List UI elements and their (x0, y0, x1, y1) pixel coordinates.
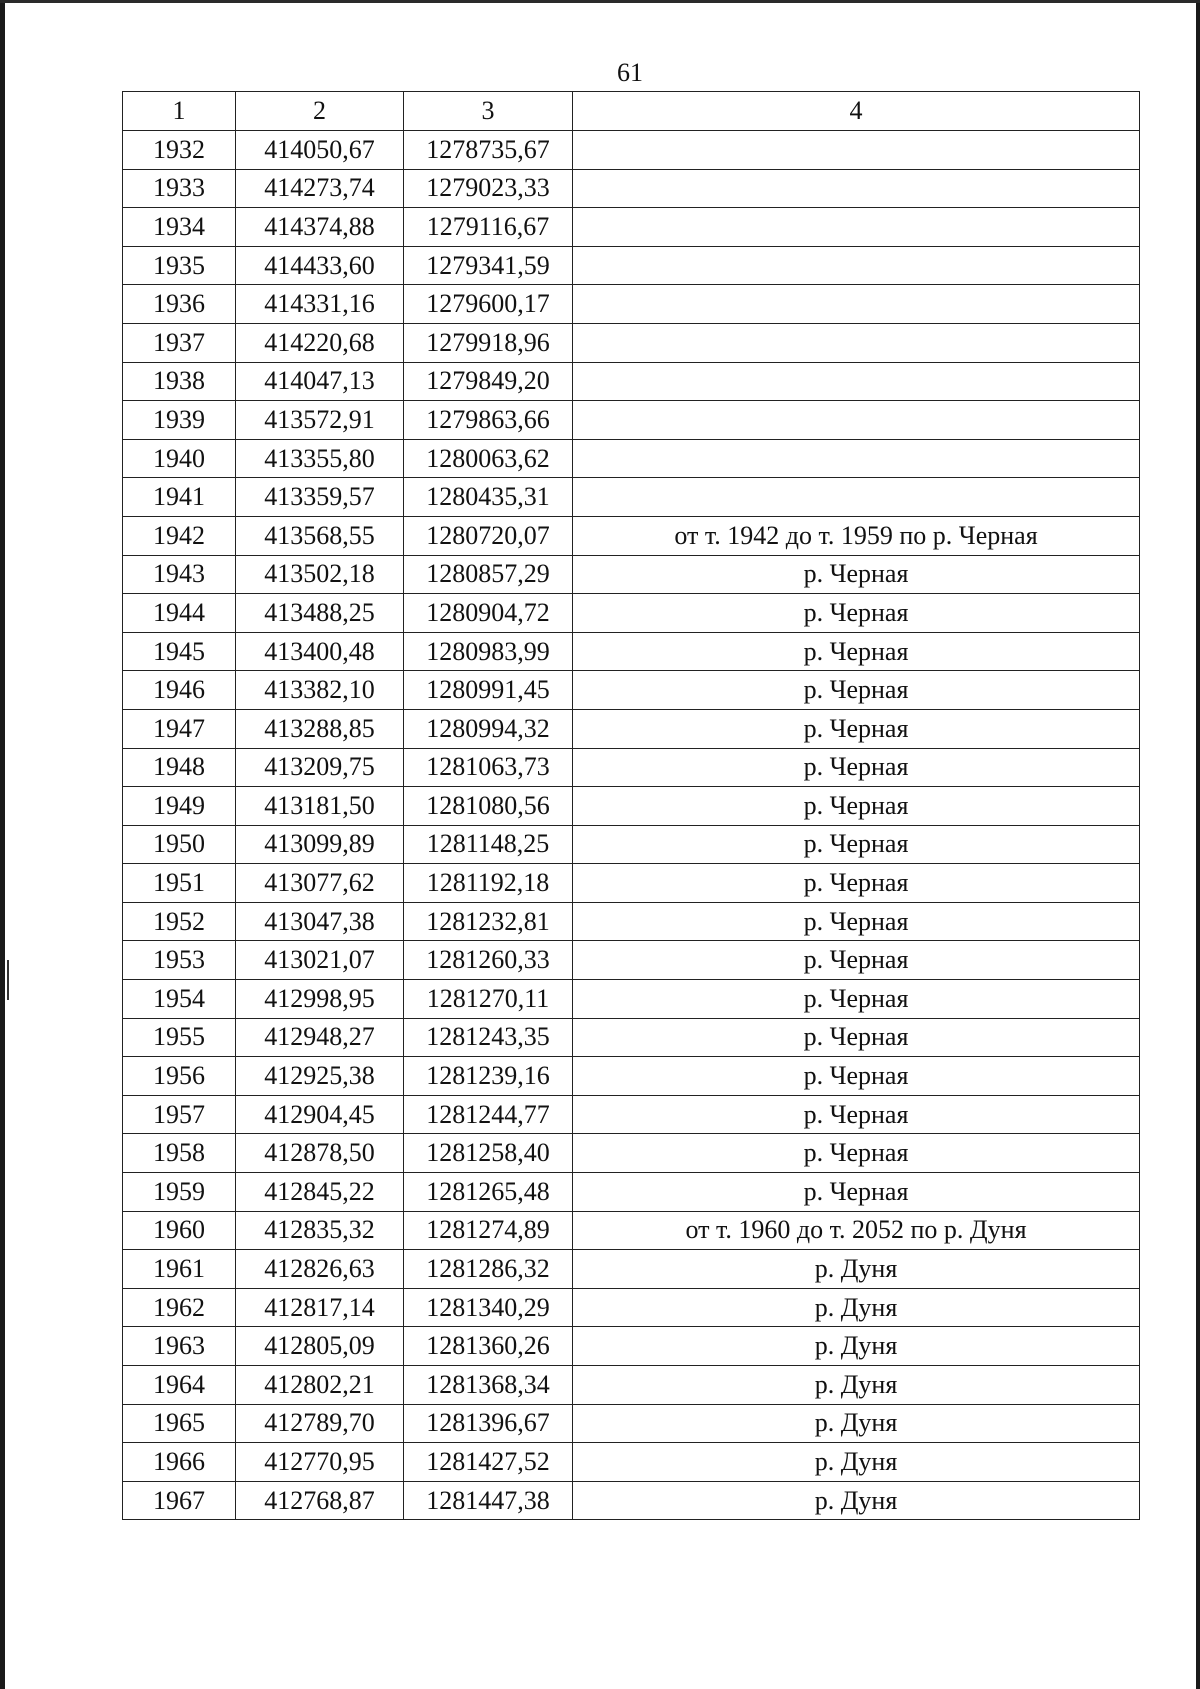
point-number-cell: 1945 (123, 632, 236, 671)
description-cell: р. Черная (573, 1134, 1140, 1173)
table-row (123, 1404, 1140, 1443)
description-cell: р. Дуня (573, 1443, 1140, 1482)
description-cell (573, 478, 1140, 517)
x-coordinate-cell: 414050,67 (236, 131, 404, 170)
y-coordinate-cell: 1279116,67 (404, 208, 573, 247)
y-coordinate-cell: 1280435,31 (404, 478, 573, 517)
point-number-cell: 1940 (123, 439, 236, 478)
description-cell: р. Черная (573, 787, 1140, 826)
table-row (123, 1211, 1140, 1250)
y-coordinate-cell: 1281340,29 (404, 1288, 573, 1327)
x-coordinate-cell: 412904,45 (236, 1095, 404, 1134)
point-number-cell: 1964 (123, 1366, 236, 1405)
scan-border-top (0, 0, 1200, 3)
x-coordinate-cell: 413021,07 (236, 941, 404, 980)
description-cell (573, 169, 1140, 208)
description-cell: р. Дуня (573, 1404, 1140, 1443)
x-coordinate-cell: 414433,60 (236, 246, 404, 285)
table-row (123, 246, 1140, 285)
table-row (123, 825, 1140, 864)
point-number-cell: 1943 (123, 555, 236, 594)
column-header-3: 3 (404, 92, 573, 131)
table-row (123, 131, 1140, 170)
table-row (123, 1327, 1140, 1366)
description-cell: р. Черная (573, 825, 1140, 864)
point-number-cell: 1965 (123, 1404, 236, 1443)
y-coordinate-cell: 1279918,96 (404, 323, 573, 362)
x-coordinate-cell: 414047,13 (236, 362, 404, 401)
description-cell: р. Дуня (573, 1250, 1140, 1289)
point-number-cell: 1949 (123, 787, 236, 826)
x-coordinate-cell: 413077,62 (236, 864, 404, 903)
point-number-cell: 1962 (123, 1288, 236, 1327)
description-cell (573, 246, 1140, 285)
table-row (123, 1057, 1140, 1096)
scan-mark (7, 960, 9, 1000)
point-number-cell: 1963 (123, 1327, 236, 1366)
table-row (123, 169, 1140, 208)
table-row (123, 362, 1140, 401)
column-header-2: 2 (236, 92, 404, 131)
y-coordinate-cell: 1281192,18 (404, 864, 573, 903)
y-coordinate-cell: 1281274,89 (404, 1211, 573, 1250)
table-row (123, 709, 1140, 748)
y-coordinate-cell: 1281265,48 (404, 1173, 573, 1212)
point-number-cell: 1957 (123, 1095, 236, 1134)
point-number-cell: 1961 (123, 1250, 236, 1289)
point-number-cell: 1942 (123, 516, 236, 555)
description-cell: р. Черная (573, 748, 1140, 787)
y-coordinate-cell: 1279023,33 (404, 169, 573, 208)
description-cell: р. Черная (573, 864, 1140, 903)
y-coordinate-cell: 1280720,07 (404, 516, 573, 555)
x-coordinate-cell: 412805,09 (236, 1327, 404, 1366)
page-number: 61 (617, 58, 643, 87)
description-cell: р. Черная (573, 1018, 1140, 1057)
x-coordinate-cell: 412878,50 (236, 1134, 404, 1173)
y-coordinate-cell: 1280983,99 (404, 632, 573, 671)
table-row (123, 1095, 1140, 1134)
description-cell: р. Дуня (573, 1366, 1140, 1405)
description-cell: от т. 1960 до т. 2052 по р. Дуня (573, 1211, 1140, 1250)
x-coordinate-cell: 413047,38 (236, 902, 404, 941)
description-cell: р. Черная (573, 632, 1140, 671)
x-coordinate-cell: 414331,16 (236, 285, 404, 324)
scan-border-left (0, 0, 5, 1689)
table-row (123, 671, 1140, 710)
description-cell: р. Черная (573, 1095, 1140, 1134)
x-coordinate-cell: 414273,74 (236, 169, 404, 208)
table-header-row (123, 92, 1140, 131)
x-coordinate-cell: 412948,27 (236, 1018, 404, 1057)
x-coordinate-cell: 412768,87 (236, 1481, 404, 1520)
point-number-cell: 1955 (123, 1018, 236, 1057)
table-row (123, 555, 1140, 594)
y-coordinate-cell: 1281368,34 (404, 1366, 573, 1405)
y-coordinate-cell: 1280994,32 (404, 709, 573, 748)
y-coordinate-cell: 1280063,62 (404, 439, 573, 478)
description-cell: от т. 1942 до т. 1959 по р. Черная (573, 516, 1140, 555)
x-coordinate-cell: 413488,25 (236, 594, 404, 633)
point-number-cell: 1960 (123, 1211, 236, 1250)
point-number-cell: 1956 (123, 1057, 236, 1096)
point-number-cell: 1932 (123, 131, 236, 170)
coordinates-table (122, 91, 1140, 1520)
x-coordinate-cell: 413572,91 (236, 401, 404, 440)
point-number-cell: 1967 (123, 1481, 236, 1520)
y-coordinate-cell: 1281148,25 (404, 825, 573, 864)
table-row (123, 748, 1140, 787)
description-cell (573, 439, 1140, 478)
table-row (123, 980, 1140, 1019)
table-row (123, 285, 1140, 324)
x-coordinate-cell: 413355,80 (236, 439, 404, 478)
y-coordinate-cell: 1281063,73 (404, 748, 573, 787)
table-row (123, 516, 1140, 555)
description-cell: р. Дуня (573, 1327, 1140, 1366)
description-cell: р. Дуня (573, 1288, 1140, 1327)
y-coordinate-cell: 1281427,52 (404, 1443, 573, 1482)
y-coordinate-cell: 1279600,17 (404, 285, 573, 324)
point-number-cell: 1954 (123, 980, 236, 1019)
point-number-cell: 1934 (123, 208, 236, 247)
table-row (123, 1366, 1140, 1405)
point-number-cell: 1944 (123, 594, 236, 633)
y-coordinate-cell: 1281258,40 (404, 1134, 573, 1173)
point-number-cell: 1947 (123, 709, 236, 748)
point-number-cell: 1935 (123, 246, 236, 285)
table-row (123, 1481, 1140, 1520)
point-number-cell: 1938 (123, 362, 236, 401)
table-row (123, 1134, 1140, 1173)
y-coordinate-cell: 1279849,20 (404, 362, 573, 401)
y-coordinate-cell: 1281396,67 (404, 1404, 573, 1443)
description-cell: р. Дуня (573, 1481, 1140, 1520)
table-row (123, 941, 1140, 980)
description-cell: р. Черная (573, 555, 1140, 594)
y-coordinate-cell: 1279341,59 (404, 246, 573, 285)
description-cell: р. Черная (573, 902, 1140, 941)
table-row (123, 1173, 1140, 1212)
description-cell (573, 401, 1140, 440)
x-coordinate-cell: 413359,57 (236, 478, 404, 517)
y-coordinate-cell: 1281360,26 (404, 1327, 573, 1366)
x-coordinate-cell: 413568,55 (236, 516, 404, 555)
y-coordinate-cell: 1281239,16 (404, 1057, 573, 1096)
x-coordinate-cell: 412925,38 (236, 1057, 404, 1096)
y-coordinate-cell: 1281270,11 (404, 980, 573, 1019)
point-number-cell: 1953 (123, 941, 236, 980)
point-number-cell: 1941 (123, 478, 236, 517)
y-coordinate-cell: 1280904,72 (404, 594, 573, 633)
x-coordinate-cell: 413209,75 (236, 748, 404, 787)
table-row (123, 1288, 1140, 1327)
point-number-cell: 1937 (123, 323, 236, 362)
x-coordinate-cell: 412998,95 (236, 980, 404, 1019)
description-cell: р. Черная (573, 594, 1140, 633)
point-number-cell: 1936 (123, 285, 236, 324)
y-coordinate-cell: 1281080,56 (404, 787, 573, 826)
x-coordinate-cell: 413400,48 (236, 632, 404, 671)
description-cell: р. Черная (573, 980, 1140, 1019)
description-cell: р. Черная (573, 671, 1140, 710)
description-cell: р. Черная (573, 941, 1140, 980)
x-coordinate-cell: 414220,68 (236, 323, 404, 362)
point-number-cell: 1933 (123, 169, 236, 208)
point-number-cell: 1951 (123, 864, 236, 903)
table-row (123, 632, 1140, 671)
x-coordinate-cell: 412817,14 (236, 1288, 404, 1327)
y-coordinate-cell: 1281243,35 (404, 1018, 573, 1057)
x-coordinate-cell: 413288,85 (236, 709, 404, 748)
scan-border-right (1196, 0, 1200, 1689)
y-coordinate-cell: 1281232,81 (404, 902, 573, 941)
y-coordinate-cell: 1281447,38 (404, 1481, 573, 1520)
point-number-cell: 1959 (123, 1173, 236, 1212)
table-row (123, 208, 1140, 247)
point-number-cell: 1950 (123, 825, 236, 864)
x-coordinate-cell: 412826,63 (236, 1250, 404, 1289)
column-header-1: 1 (123, 92, 236, 131)
y-coordinate-cell: 1278735,67 (404, 131, 573, 170)
description-cell: р. Черная (573, 1173, 1140, 1212)
description-cell (573, 362, 1140, 401)
x-coordinate-cell: 412835,32 (236, 1211, 404, 1250)
point-number-cell: 1958 (123, 1134, 236, 1173)
y-coordinate-cell: 1279863,66 (404, 401, 573, 440)
x-coordinate-cell: 412770,95 (236, 1443, 404, 1482)
x-coordinate-cell: 413382,10 (236, 671, 404, 710)
point-number-cell: 1948 (123, 748, 236, 787)
y-coordinate-cell: 1281244,77 (404, 1095, 573, 1134)
x-coordinate-cell: 412802,21 (236, 1366, 404, 1405)
description-cell (573, 131, 1140, 170)
description-cell: р. Черная (573, 709, 1140, 748)
table-row (123, 787, 1140, 826)
table-row (123, 864, 1140, 903)
description-cell (573, 323, 1140, 362)
table-row (123, 323, 1140, 362)
y-coordinate-cell: 1281260,33 (404, 941, 573, 980)
table-row (123, 1443, 1140, 1482)
description-cell (573, 208, 1140, 247)
point-number-cell: 1966 (123, 1443, 236, 1482)
table-body (123, 131, 1140, 1520)
x-coordinate-cell: 413099,89 (236, 825, 404, 864)
table-row (123, 1250, 1140, 1289)
description-cell (573, 285, 1140, 324)
point-number-cell: 1946 (123, 671, 236, 710)
x-coordinate-cell: 412789,70 (236, 1404, 404, 1443)
table-row (123, 439, 1140, 478)
x-coordinate-cell: 413181,50 (236, 787, 404, 826)
y-coordinate-cell: 1280857,29 (404, 555, 573, 594)
point-number-cell: 1939 (123, 401, 236, 440)
table-row (123, 401, 1140, 440)
table-row (123, 902, 1140, 941)
point-number-cell: 1952 (123, 902, 236, 941)
y-coordinate-cell: 1281286,32 (404, 1250, 573, 1289)
y-coordinate-cell: 1280991,45 (404, 671, 573, 710)
description-cell: р. Черная (573, 1057, 1140, 1096)
table-row (123, 478, 1140, 517)
x-coordinate-cell: 414374,88 (236, 208, 404, 247)
x-coordinate-cell: 413502,18 (236, 555, 404, 594)
x-coordinate-cell: 412845,22 (236, 1173, 404, 1212)
table-row (123, 1018, 1140, 1057)
column-header-4: 4 (573, 92, 1140, 131)
table-row (123, 594, 1140, 633)
